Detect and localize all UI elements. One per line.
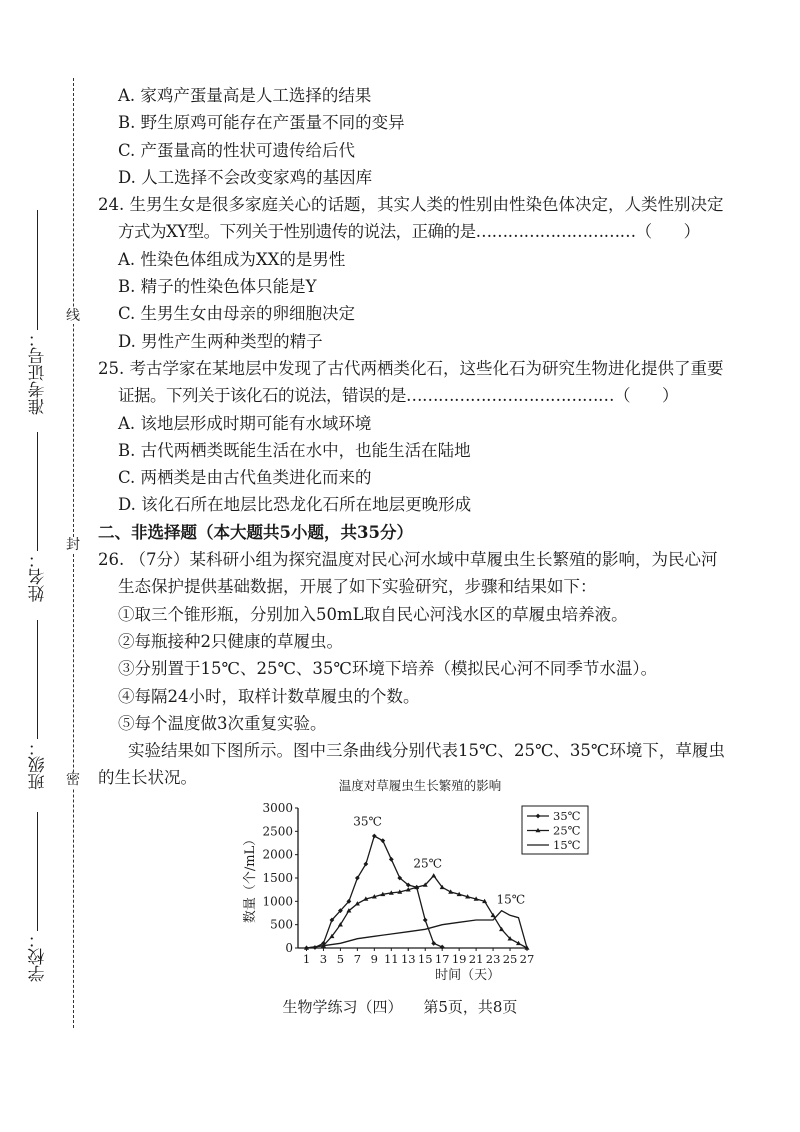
q24-option-b: B. 精子的性染色体只能是Y (118, 277, 317, 297)
q26-step-5: ⑤每个温度做3次重复实验。 (118, 713, 327, 733)
x-tick-label: 13 (400, 952, 416, 966)
growth-chart-svg (240, 778, 600, 983)
q26-result-line2: 的生长状况。 (98, 768, 197, 788)
y-tick-label: 1500 (262, 871, 293, 885)
legend-label: 15℃ (553, 838, 581, 852)
page-footer (0, 996, 800, 1017)
section2-title: 二、非选择题（本大题共5小题，共35分） (98, 522, 413, 542)
x-tick-label: 23 (485, 952, 501, 966)
q26-step-3: ③分别置于15℃、25℃、35℃环境下培养（模拟民心河不同季节水温）。 (118, 659, 658, 679)
q26-stem-line2: 生态保护提供基础数据，开展了如下实验研究，步骤和结果如下： (118, 577, 597, 597)
x-tick-label: 5 (336, 952, 345, 966)
y-tick-label: 0 (285, 941, 293, 955)
x-axis-label: 时间（天） (435, 968, 501, 983)
data-point-35c (423, 918, 428, 923)
q26-step-2: ②每瓶接种2只健康的草履虫。 (118, 631, 343, 651)
curve-annotation: 25℃ (413, 856, 443, 871)
q25-option-a: A. 该地层形成时期可能有水域环境 (118, 413, 372, 433)
q24-option-c: C. 生男生女由母亲的卵细胞决定 (118, 304, 356, 324)
binding-margin (0, 0, 90, 1132)
x-tick-label: 9 (370, 952, 378, 966)
field-school-label: 学校： (28, 931, 49, 982)
q23-option-b: B. 野生原鸡可能存在产蛋量不同的变异 (118, 113, 405, 133)
data-point-35c (440, 945, 445, 950)
y-tick-label: 1000 (262, 894, 293, 909)
x-tick-label: 11 (383, 952, 399, 966)
field-exam-number-blank[interactable] (38, 210, 39, 330)
field-exam-number[interactable] (18, 200, 58, 415)
q23-option-c: C. 产蛋量高的性状可遗传给后代 (118, 140, 356, 160)
seal-word-xian: 线 (66, 308, 80, 324)
q25-option-c: C. 两栖类是由古代鱼类进化而来的 (118, 468, 372, 488)
seal-word-feng: 封 (66, 537, 80, 553)
q26-stem-line1: 26. （7分）某科研小组为探究温度对民心河水域中草履虫生长繁殖的影响，为民心河 (98, 550, 718, 570)
legend-label: 35℃ (553, 809, 581, 823)
q23-option-a: A. 家鸡产蛋量高是人工选择的结果 (118, 86, 372, 105)
growth-chart (240, 778, 600, 983)
x-tick-label: 17 (434, 952, 450, 966)
y-tick-label: 2000 (262, 847, 293, 862)
series-line-35c (307, 836, 443, 948)
q24-stem-line1: 24. 生男生女是很多家庭关心的话题，其实人类的性别由性染色体决定，人类性别决定 (98, 195, 724, 215)
seal-dashed-line (73, 78, 74, 1028)
y-axis-label: 数量（个/mL） (243, 832, 258, 924)
data-point-35c (389, 857, 394, 862)
q24-option-a: A. 性染色体组成为XX的是男性 (118, 249, 346, 269)
x-tick-label: 1 (302, 952, 311, 966)
curve-annotation: 15℃ (496, 892, 526, 907)
field-class-label: 班级： (28, 739, 49, 790)
y-tick-label: 3000 (262, 801, 293, 815)
q24-stem-line2: 方式为XY型。下列关于性别遗传的说法，正确的是…………………………（ ） (118, 222, 700, 242)
legend-label: 25℃ (553, 823, 581, 838)
x-tick-label: 3 (319, 952, 328, 966)
q25-option-d: D. 该化石所在地层比恐龙化石所在地层更晚形成 (118, 495, 472, 515)
field-exam-number-label: 准考证号： (28, 330, 49, 415)
q24-option-d: D. 男性产生两种类型的精子 (118, 331, 323, 351)
x-tick-label: 27 (519, 952, 535, 966)
x-tick-label: 19 (451, 952, 467, 966)
q26-step-1: ①取三个锥形瓶，分别加入50mL取自民心河浅水区的草履虫培养液。 (118, 604, 628, 624)
q25-option-b: B. 古代两栖类既能生活在水中，也能生活在陆地 (118, 440, 471, 460)
field-class[interactable] (18, 620, 58, 790)
exam-content (98, 82, 748, 792)
x-tick-label: 7 (353, 952, 362, 966)
y-tick-label: 2500 (262, 824, 293, 839)
q26-result-line1: 实验结果如下图所示。图中三条曲线分别代表15℃、25℃、35℃环境下，草履虫 (128, 741, 725, 761)
chart-title: 温度对草履虫生长繁殖的影响 (338, 778, 502, 793)
footer-page-number: 第5页，共8页 (423, 998, 518, 1016)
q25-stem-line1: 25. 考古学家在某地层中发现了古代两栖类化石，这些化石为研究生物进化提供了重要 (98, 358, 724, 378)
data-point-35c (431, 941, 436, 946)
y-tick-label: 500 (270, 917, 293, 932)
x-tick-label: 21 (468, 952, 484, 966)
x-tick-label: 15 (417, 952, 433, 966)
data-point-25c (431, 873, 436, 877)
curve-annotation: 35℃ (353, 814, 382, 829)
field-name-blank[interactable] (38, 432, 39, 551)
field-school-blank[interactable] (38, 812, 39, 931)
q26-step-4: ④每隔24小时，取样计数草履虫的个数。 (118, 686, 420, 706)
q25-stem-line2: 证据。下列关于该化石的说法，错误的是…………………………………（ ） (118, 386, 678, 406)
seal-word-mi: 密 (66, 772, 80, 788)
data-point-35c (380, 838, 385, 843)
q23-option-d: D. 人工选择不会改变家鸡的基因库 (118, 167, 373, 187)
field-name-label: 姓名： (28, 551, 49, 602)
field-school[interactable] (18, 812, 58, 982)
field-class-blank[interactable] (38, 620, 39, 739)
field-name[interactable] (18, 432, 58, 602)
x-tick-label: 25 (502, 952, 518, 966)
footer-subject: 生物学练习（四） (282, 998, 403, 1016)
